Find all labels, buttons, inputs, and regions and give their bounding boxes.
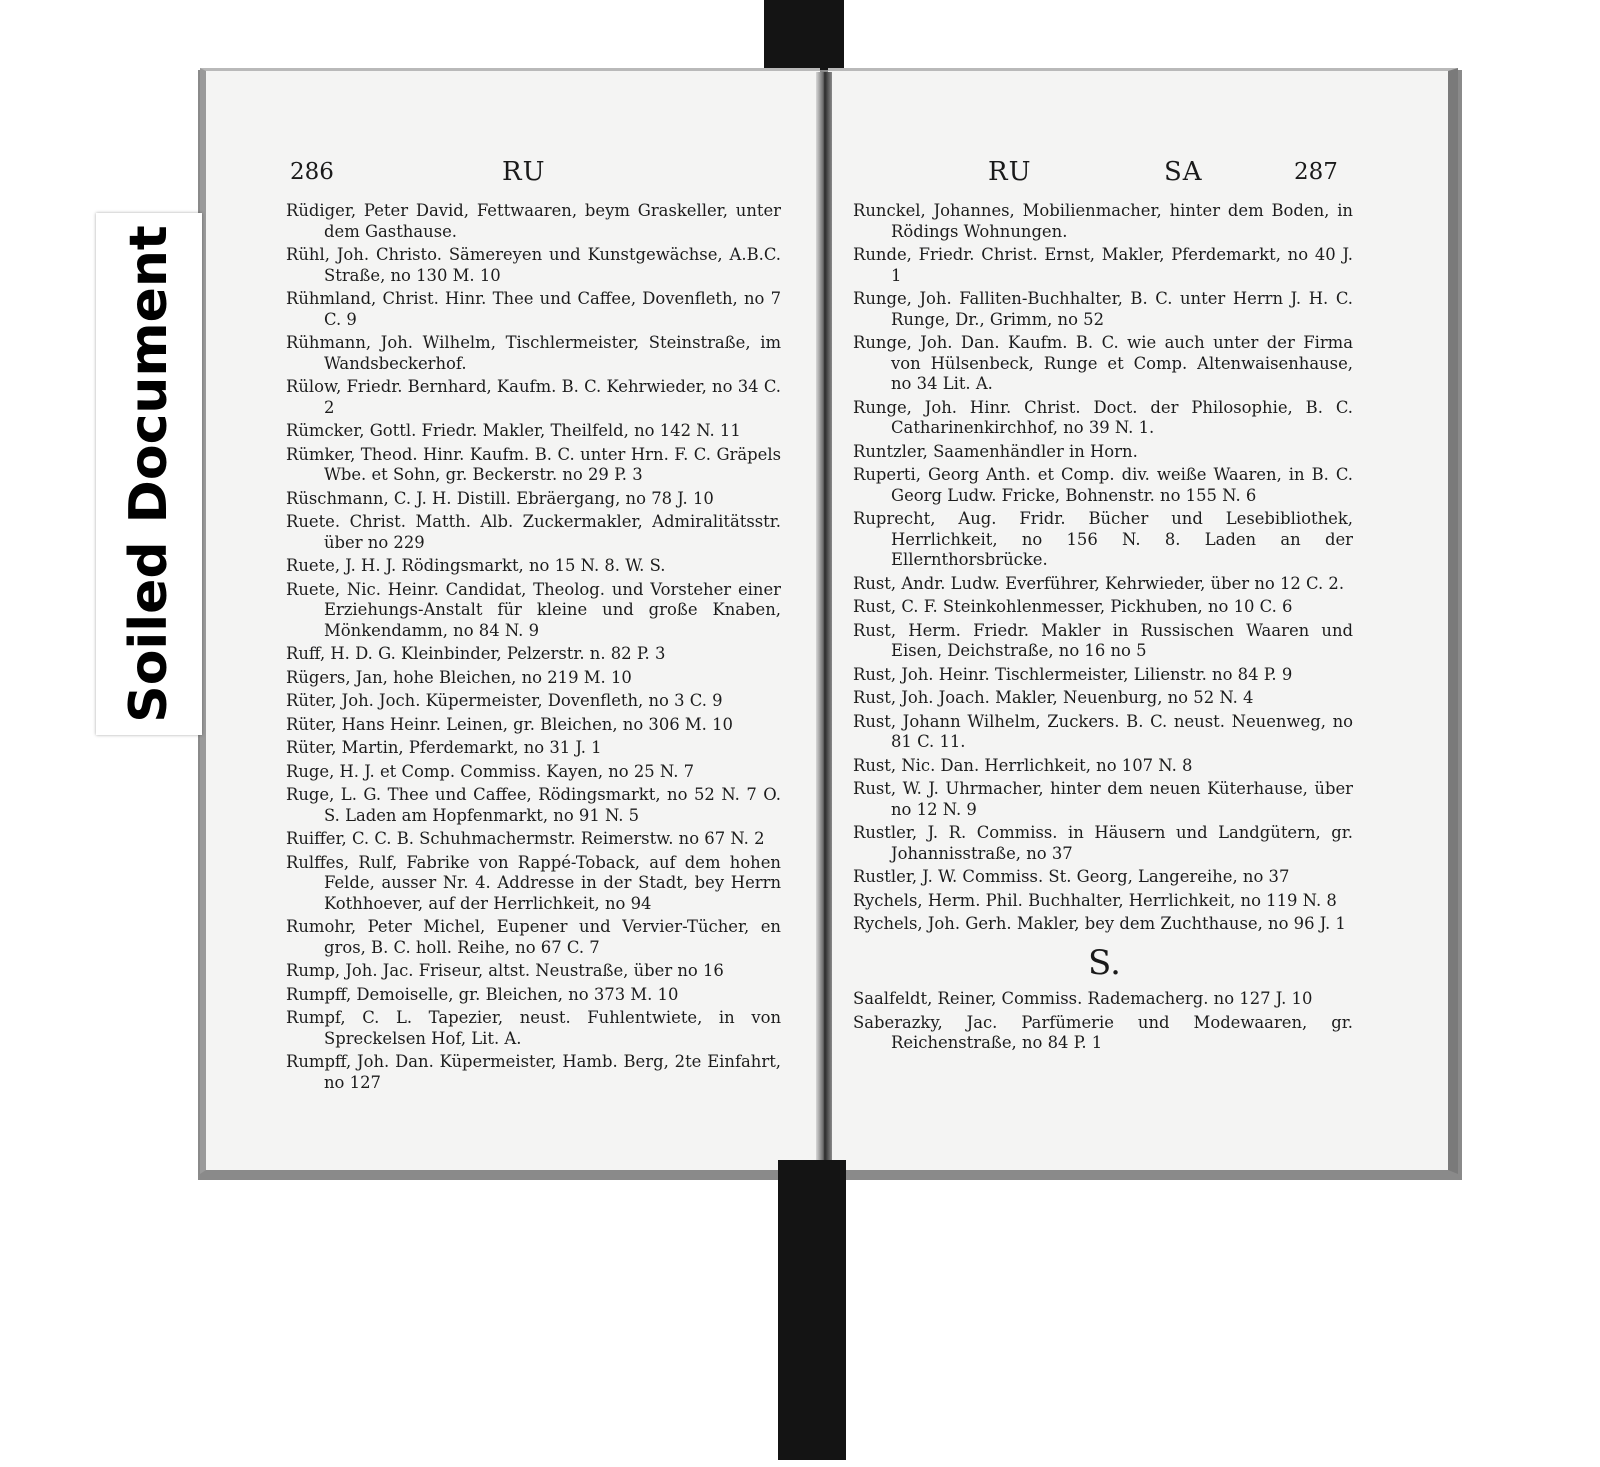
- directory-entry: Rychels, Herm. Phil. Buchhalter, Herrlichkeit, no 119 N. 8: [853, 890, 1337, 910]
- page-number-left: 286: [290, 159, 334, 185]
- directory-entry: Rust, Joh. Joach. Makler, Neuenburg, no 52 N. 4: [853, 688, 1254, 707]
- directory-entry: Runtzler, Saamenhändler in Horn.: [853, 441, 1138, 461]
- soiled-document-label: Soiled Document: [119, 225, 179, 723]
- directory-entry: Rühmland, Christ. Hinr. Thee und Caffee, Dovenfleth, no 7 C. 9: [286, 289, 781, 329]
- directory-entry: Rust, Joh. Heinr. Tischlermeister, Lilienstr. no 84 P. 9: [853, 664, 1293, 684]
- directory-entry: Rüdiger, Peter David, Fettwaaren, beym Graskeller, unter dem Gasthause.: [286, 201, 781, 241]
- directory-entry: Ruge, L. G. Thee und Caffee, Rödingsmarkt, no 52 N. 7 O. S. Laden am Hopfenmarkt, no 91 N. 5: [286, 785, 781, 825]
- entry-list-right: [853, 201, 1353, 938]
- directory-entry: Rustler, J. W. Commiss. St. Georg, Langereihe, no 37: [853, 867, 1290, 886]
- directory-entry: Rumpff, Joh. Dan. Küpermeister, Hamb. Berg, 2te Einfahrt, no 127: [286, 1052, 781, 1092]
- directory-entry: Rüter, Joh. Joch. Küpermeister, Dovenfleth, no 3 C. 9: [286, 691, 723, 710]
- directory-entry: Rust, W. J. Uhrmacher, hinter dem neuen Küterhause, über no 12 N. 9: [853, 779, 1353, 819]
- directory-entry: Rumpf, C. L. Tapezier, neust. Fuhlentwiete, in von Spreckelsen Hof, Lit. A.: [286, 1008, 781, 1048]
- directory-entry: Ruete. Christ. Matth. Alb. Zuckermakler, Admiralitätsstr. über no 229: [286, 512, 781, 552]
- bookmark-ribbon-bottom: [778, 1160, 846, 1460]
- running-header-right-left: RU: [988, 157, 1032, 187]
- directory-entry: Rumpff, Demoiselle, gr. Bleichen, no 373 M. 10: [286, 984, 679, 1004]
- directory-entry: Ruperti, Georg Anth. et Comp. div. weiße Waaren, in B. C. Georg Ludw. Fricke, Bohnenstr. no 155 N. 6: [853, 465, 1353, 505]
- book-gutter: [816, 72, 832, 1174]
- directory-entry: Ruiffer, C. C. B. Schuhmachermstr. Reimerstw. no 67 N. 2: [286, 829, 765, 848]
- directory-entry: Rust, C. F. Steinkohlenmesser, Pickhuben, no 10 C. 6: [853, 597, 1293, 616]
- directory-entry: Rustler, J. R. Commiss. in Häusern und Landgütern, gr. Johannisstraße, no 37: [853, 823, 1353, 863]
- directory-entry: Ruprecht, Aug. Fridr. Bücher und Lesebibliothek, Herrlichkeit, no 156 N. 8. Laden an der Ellernthorsbrücke.: [853, 509, 1353, 569]
- running-header-right-right: SA: [1164, 157, 1203, 187]
- directory-entry: Rühl, Joh. Christo. Sämereyen und Kunstgewächse, A.B.C. Straße, no 130 M. 10: [286, 245, 781, 285]
- directory-entry: Rüter, Martin, Pferdemarkt, no 31 J. 1: [286, 738, 602, 757]
- running-header-left: RU: [502, 157, 546, 187]
- directory-entry: Rychels, Joh. Gerh. Makler, bey dem Zuchthause, no 96 J. 1: [853, 914, 1346, 933]
- directory-entry: Rüter, Hans Heinr. Leinen, gr. Bleichen, no 306 M. 10: [286, 714, 733, 734]
- directory-entry: Rust, Johann Wilhelm, Zuckers. B. C. neust. Neuenweg, no 81 C. 11.: [853, 711, 1353, 751]
- directory-entry: Runckel, Johannes, Mobilienmacher, hinter dem Boden, in Rödings Wohnungen.: [853, 201, 1353, 241]
- directory-entry: Ruff, H. D. G. Kleinbinder, Pelzerstr. n. 82 P. 3: [286, 644, 666, 663]
- entry-list-left: [286, 201, 781, 1096]
- directory-entry: Ruete, J. H. J. Rödingsmarkt, no 15 N. 8. W. S.: [286, 556, 666, 575]
- directory-entry: Saberazky, Jac. Parfümerie und Modewaaren, gr. Reichenstraße, no 84 P. 1: [853, 1012, 1353, 1052]
- directory-entry: Runde, Friedr. Christ. Ernst, Makler, Pferdemarkt, no 40 J. 1: [853, 245, 1353, 285]
- entry-list-section: [853, 989, 1353, 1057]
- directory-entry: Runge, Joh. Hinr. Christ. Doct. der Philosophie, B. C. Catharinenkirchhof, no 39 N. 1.: [853, 397, 1353, 437]
- directory-entry: Rühmann, Joh. Wilhelm, Tischlermeister, Steinstraße, im Wandsbeckerhof.: [286, 333, 781, 373]
- directory-entry: Rümker, Theod. Hinr. Kaufm. B. C. unter Hrn. F. C. Gräpels Wbe. et Sohn, gr. Beckerstr. no 29 P. 3: [286, 444, 781, 484]
- directory-entry: Ruete, Nic. Heinr. Candidat, Theolog. und Vorsteher einer Erziehungs-Anstalt für kleine und große Knaben, Mönkendamm, no 84 N. 9: [286, 579, 781, 640]
- left-page: [200, 68, 820, 1174]
- directory-entry: Runge, Joh. Falliten-Buchhalter, B. C. unter Herrn J. H. C. Runge, Dr., Grimm, no 52: [853, 289, 1353, 329]
- right-page: [828, 68, 1458, 1174]
- directory-entry: Rumohr, Peter Michel, Eupener und Vervier-Tücher, en gros, B. C. holl. Reihe, no 67 C. 7: [286, 917, 781, 957]
- directory-entry: Rümcker, Gottl. Friedr. Makler, Theilfeld, no 142 N. 11: [286, 421, 741, 440]
- directory-entry: Runge, Joh. Dan. Kaufm. B. C. wie auch unter der Firma von Hülsenbeck, Runge et Comp. Altenwaisenhause, no 34 Lit. A.: [853, 333, 1353, 393]
- directory-entry: Rust, Nic. Dan. Herrlichkeit, no 107 N. 8: [853, 755, 1193, 775]
- directory-entry: Rügers, Jan, hohe Bleichen, no 219 M. 10: [286, 667, 632, 687]
- directory-entry: Saalfeldt, Reiner, Commiss. Rademacherg. no 127 J. 10: [853, 989, 1313, 1008]
- directory-entry: Rülow, Friedr. Bernhard, Kaufm. B. C. Kehrwieder, no 34 C. 2: [286, 377, 781, 417]
- directory-entry: Rulffes, Rulf, Fabrike von Rappé-Toback, auf dem hohen Felde, ausser Nr. 4. Addresse in der Stadt, bey Herrn Kothhoever, auf der Herrlichkeit, no 94: [286, 852, 781, 913]
- directory-entry: Rust, Andr. Ludw. Everführer, Kehrwieder, über no 12 C. 2.: [853, 573, 1345, 593]
- directory-entry: Rump, Joh. Jac. Friseur, altst. Neustraße, über no 16: [286, 961, 724, 980]
- directory-entry: Ruge, H. J. et Comp. Commiss. Kayen, no 25 N. 7: [286, 761, 695, 781]
- page-number-right: 287: [1294, 159, 1338, 185]
- section-letter: S.: [1088, 943, 1121, 983]
- directory-entry: Rust, Herm. Friedr. Makler in Russischen Waaren und Eisen, Deichstraße, no 16 no 5: [853, 620, 1353, 660]
- directory-entry: Rüschmann, C. J. H. Distill. Ebräergang, no 78 J. 10: [286, 488, 714, 508]
